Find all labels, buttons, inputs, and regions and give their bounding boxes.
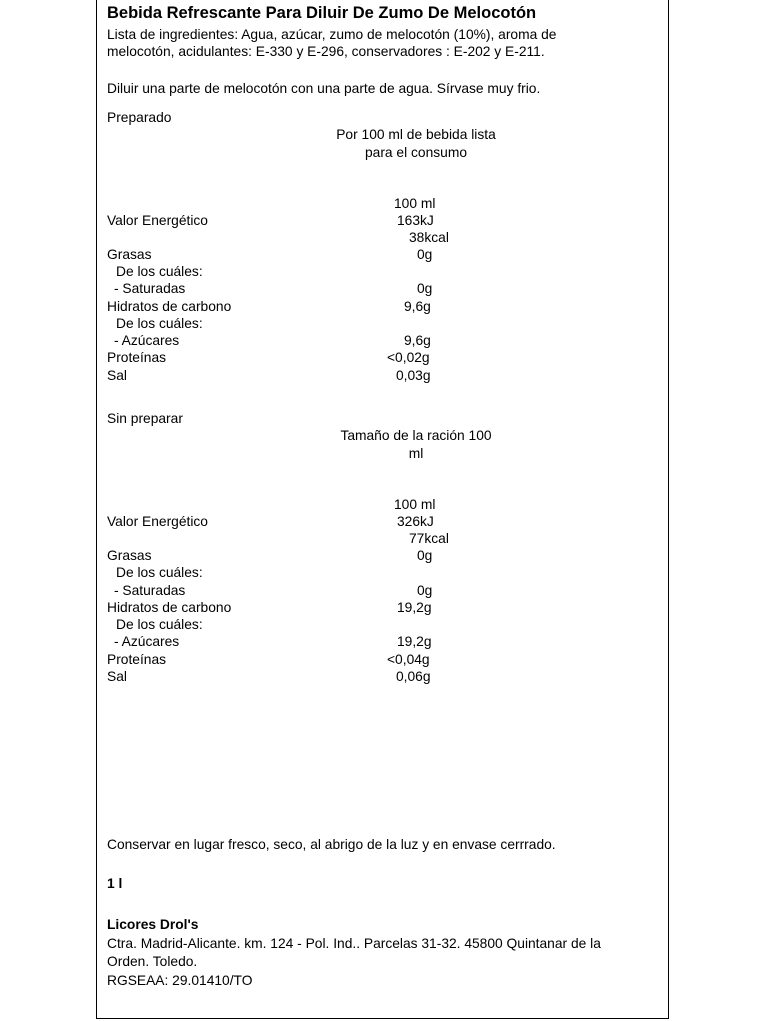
manufacturer-name: Licores Drol's [107,917,199,932]
prepared-column-header-2: para el consumo [364,145,467,160]
unprepared-of-which-2: De los cuáles: [116,617,203,632]
unprepared-energy-kcal: 77kcal [409,531,449,546]
prepared-of-which-2: De los cuáles: [116,316,203,331]
prepared-sugars-label: - Azúcares [114,333,180,348]
prepared-carbs-value: 9,6g [404,299,431,314]
manufacturer-address-line-1: Ctra. Madrid-Alicante. km. 124 - Pol. Ind.. Parcelas 31-32. 45800 Quintanar de la [107,936,601,951]
prepared-energy-kj: 163kJ [397,213,434,228]
product-title: Bebida Refrescante Para Diluir De Zumo De Melocotón [107,4,537,22]
prepared-saturated-label: - Saturadas [114,281,186,296]
unprepared-carbs-value: 19,2g [397,600,432,615]
unprepared-fat-label: Grasas [107,548,152,563]
unprepared-protein-label: Proteínas [107,652,167,667]
unprepared-fat-value: 0g [417,548,433,563]
unprepared-unit: 100 ml [394,497,436,512]
unprepared-salt-label: Sal [107,669,127,684]
ingredients-line-1: Lista de ingredientes: Agua, azúcar, zumo de melocotón (10%), aroma de [107,27,557,42]
unprepared-saturated-label: - Saturadas [114,583,186,598]
prepared-of-which-1: De los cuáles: [116,264,203,279]
prepared-salt-label: Sal [107,368,127,383]
prepared-protein-label: Proteínas [107,350,167,365]
manufacturer-address-line-2: Orden. Toledo. [107,954,198,969]
prepared-salt-value: 0,03g [396,368,431,383]
unprepared-sugars-label: - Azúcares [114,634,180,649]
prepared-saturated-value: 0g [417,281,433,296]
unprepared-column-header-1: Tamaño de la ración 100 [340,428,492,443]
unprepared-energy-kj: 326kJ [397,514,434,529]
storage-instructions: Conservar en lugar fresco, seco, al abrigo de la luz y en envase cerrrado. [107,837,556,852]
unprepared-protein-value: <0,04g [387,652,430,667]
ingredients-line-2: melocotón, acidulantes: E-330 y E-296, conservadores : E-202 y E-211. [107,44,545,59]
prepared-energy-kcal: 38kcal [409,230,449,245]
prepared-fat-value: 0g [417,247,433,262]
unprepared-salt-value: 0,06g [396,669,431,684]
unprepared-energy-label: Valor Energético [107,514,208,529]
prepared-carbs-label: Hidratos de carbono [107,299,232,314]
prepared-fat-label: Grasas [107,247,152,262]
unprepared-saturated-value: 0g [417,583,433,598]
usage-instructions: Diluir una parte de melocotón con una parte de agua. Sírvase muy frio. [107,81,541,96]
unprepared-sugars-value: 19,2g [397,634,432,649]
unprepared-column-header-2: ml [408,446,424,461]
registry-number: RGSEAA: 29.01410/TO [107,973,253,988]
prepared-protein-value: <0,02g [387,350,430,365]
prepared-heading: Preparado [107,110,172,125]
prepared-sugars-value: 9,6g [404,333,431,348]
net-volume: 1 l [107,876,123,891]
unprepared-carbs-label: Hidratos de carbono [107,600,232,615]
prepared-energy-label: Valor Energético [107,213,208,228]
prepared-unit: 100 ml [394,196,436,211]
unprepared-of-which-1: De los cuáles: [116,565,203,580]
prepared-column-header-1: Por 100 ml de bebida lista [336,127,496,142]
unprepared-heading: Sin preparar [107,411,183,426]
